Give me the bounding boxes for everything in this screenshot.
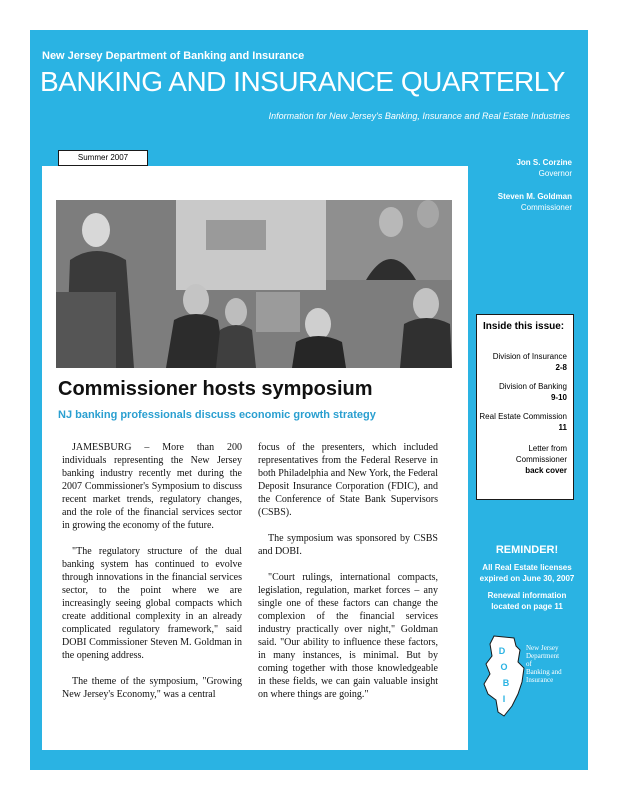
reminder-line: All Real Estate licenses expired on June 30, 2007	[479, 563, 575, 583]
toc-item-label: Real Estate Commission	[479, 412, 567, 421]
inside-this-issue-box	[476, 314, 574, 500]
officials-list	[498, 157, 572, 213]
reminder-notice	[476, 545, 578, 618]
logo-letter: I	[502, 694, 506, 704]
article-paragraph: The theme of the symposium, "Growing New Jersey's Economy," was a central	[62, 676, 242, 700]
logo-caption-line: Banking and	[526, 668, 562, 676]
toc-item-page: 11	[558, 423, 567, 432]
article-paragraph: focus of the presenters, which included representatives from the Federal Reserve in both Philadelphia and New York, the Federal Deposit Insurance Corporation (FDIC), and the Conference of State Bank Supervisors (CSBS).	[258, 442, 438, 518]
photo-collage-shapes	[56, 200, 452, 368]
nj-state-shape-icon	[480, 634, 526, 718]
commissioner-title: Commissioner	[520, 203, 572, 212]
toc-item-page: 9-10	[550, 393, 567, 402]
logo-letter: O	[500, 662, 508, 672]
logo-caption-line: New Jersey	[526, 644, 559, 652]
symposium-photo-collage	[56, 200, 452, 368]
issue-season: Summer 2007	[58, 150, 148, 166]
toc-item-page: back cover	[525, 466, 567, 475]
toc-item-label: Letter from Commissioner	[515, 444, 567, 464]
article-headline: Commissioner hosts symposium	[58, 378, 373, 400]
reminder-line: Renewal information located on page 11	[487, 591, 567, 611]
governor-title: Governor	[538, 169, 572, 178]
article-column-2	[258, 441, 438, 714]
toc-item[interactable]	[477, 443, 567, 476]
article-paragraph: The symposium was sponsored by CSBS and DOBI.	[258, 533, 438, 557]
reminder-title: REMINDER!	[495, 544, 559, 556]
logo-letter: D	[498, 646, 506, 656]
logo-letter: B	[502, 678, 510, 688]
logo-caption-line: Insurance	[526, 676, 554, 684]
logo-caption-line: Department	[526, 652, 560, 660]
toc-item-label: Division of Banking	[498, 382, 567, 391]
department-name: New Jersey Department of Banking and Insurance	[42, 50, 305, 62]
governor-name: Jon S. Corzine	[516, 158, 572, 167]
article-column-1	[62, 441, 242, 714]
newsletter-tagline: Information for New Jersey's Banking, Insurance and Real Estate Industries	[268, 111, 570, 121]
toc-item-label: Division of Insurance	[492, 352, 567, 361]
inside-this-issue-title: Inside this issue:	[483, 321, 565, 332]
dobi-logo	[480, 634, 574, 718]
article-subheadline: NJ banking professionals discuss economic growth strategy	[58, 409, 376, 421]
toc-item[interactable]	[493, 351, 567, 373]
logo-caption-line: of	[526, 660, 532, 668]
newsletter-title: BANKING AND INSURANCE QUARTERLY	[40, 66, 565, 97]
article-paragraph: "Court rulings, international compacts, legislation, regulation, market forces – any single one of these factors can change the complexion of the financial services industry practically over night," Goldman said. "Our ability to influence these factors, in many instances, is minimal. But by coming together with those knowledgeable in these fields, we can gain valuable insight on where things are going."	[258, 572, 438, 700]
logo-caption	[526, 644, 562, 684]
article-paragraph: JAMESBURG – More than 200 individuals representing the New Jersey banking industry recently met during the 2007 Commissioner's Symposium to discuss recent market trends, regulatory changes, and the role of the financial services sector in growing the economy of the future.	[62, 442, 242, 531]
toc-item-page: 2-8	[555, 363, 567, 372]
article-paragraph: "The regulatory structure of the dual banking system has continued to evolve through innovations in the financial services sector, to the point where we are increasingly seeing global compacts which create additional complexity in an already complicated regulatory framework," said DOBI Commissioner Steven M. Goldman in the opening address.	[62, 546, 242, 661]
commissioner-name: Steven M. Goldman	[497, 192, 572, 201]
toc-item[interactable]	[479, 411, 567, 433]
toc-item[interactable]	[499, 381, 567, 403]
